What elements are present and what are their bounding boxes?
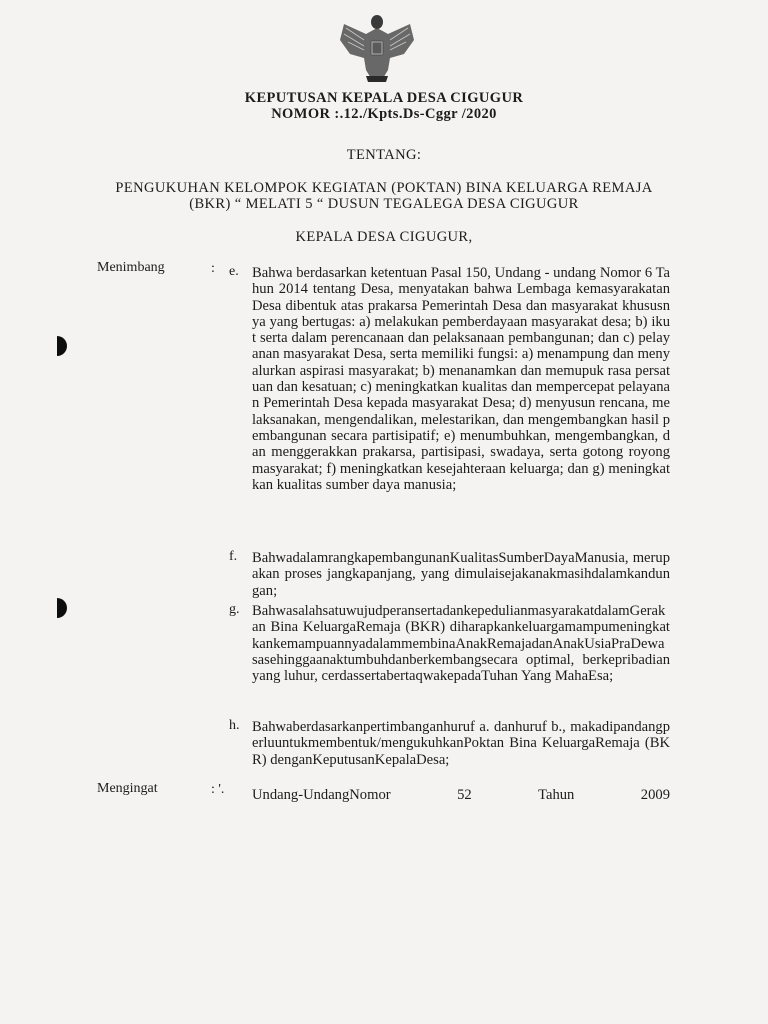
about-heading: TENTANG: [346, 147, 422, 163]
item-mark-g: g. [229, 602, 240, 617]
decree-title: KEPUTUSAN KEPALA DESA CIGUGUR [244, 90, 524, 106]
remembering-law-row [252, 787, 670, 804]
considering-colon: : [211, 261, 215, 276]
item-mark-f: f. [229, 549, 238, 564]
remembering-colon: : '. [211, 782, 225, 797]
considering-label: Menimbang [97, 260, 165, 275]
considering-item-g: BahwasalahsatuwujudperansertadankepedulianmasyarakatdalamGerakan Bina KeluargaRemaja (BKR) diharapkankeluargamampumeningkatkankemampuannyadalammembinaAnakRemajadanAnakUsiaPraDewasasehinggaanaktumbuhdanberkembangsecara optimal, berkepribadian yang luhur, cerdassertabertaqwakepadaTuhan Yang MahaEsa; [252, 603, 670, 685]
law-name: Undang-UndangNomor [252, 787, 391, 803]
subject-line-2: (BKR) “ MELATI 5 “ DUSUN TEGALEGA DESA CIGUGUR [189, 196, 579, 212]
considering-item-h: Bahwaberdasarkanpertimbanganhuruf a. danhuruf b., makadipandangperluuntukmembentuk/mengukuhkanPoktan Bina KeluargaRemaja (BKR) denganKeputusanKepalaDesa; [252, 719, 670, 768]
law-number: 52 [457, 787, 472, 803]
decree-number: NOMOR :.12./Kpts.Ds-Cggr /2020 [271, 106, 497, 122]
law-year-label: Tahun [538, 787, 575, 803]
considering-item-f: BahwadalamrangkapembangunanKualitasSumberDayaManusia, merupakan proses jangkapanjang, yang dimulaisejakanakmasihdalamkandungan; [252, 550, 670, 599]
law-year: 2009 [640, 787, 670, 803]
binder-punch-hole-top [57, 336, 67, 356]
signatory-heading: KEPALA DESA CIGUGUR, [295, 229, 473, 245]
item-mark-h: h. [229, 718, 240, 733]
binder-punch-hole-bottom [57, 598, 67, 618]
considering-item-e: Bahwa berdasarkan ketentuan Pasal 150, Undang - undang Nomor 6 Tahun 2014 tentang Desa, menyatakan bahwa Lembaga kemasyarakatan Desa dibentuk atas prakarsa Pemerintah Desa dan masyarakat khususnya yang bertugas: a) melakukan pemberdayaan masyarakat desa; b) ikut serta dalam perencanaan dan pelaksanaan pembangunan; dan c) pelayanan masyarakat Desa, serta memiliki fungsi: a) menampung dan menyalurkan aspirasi masyarakat; b) menanamkan dan memupuk rasa persatuan dan kesatuan; c) meningkatkan kualitas dan mempercepat pelayanan Pemerintah Desa kepada masyarakat Desa; d) menyusun rencana, melaksanakan, mengendalikan, melestarikan, dan mengembangkan hasil pembangunan secara partisipatif; e) menumbuhkan, mengembangkan, dan menggerakkan prakarsa, partisipasi, swadaya, serta gotong royong masyarakat; f) meningkatkan kesejahteraan keluarga; dan g) meningkatkan kualitas sumber daya manusia; [252, 265, 670, 493]
subject-line-1: PENGUKUHAN KELOMPOK KEGIATAN (POKTAN) BINA KELUARGA REMAJA [115, 180, 653, 196]
remembering-label: Mengingat [97, 781, 158, 796]
garuda-emblem-icon [336, 10, 418, 84]
item-mark-e: e. [229, 264, 239, 279]
